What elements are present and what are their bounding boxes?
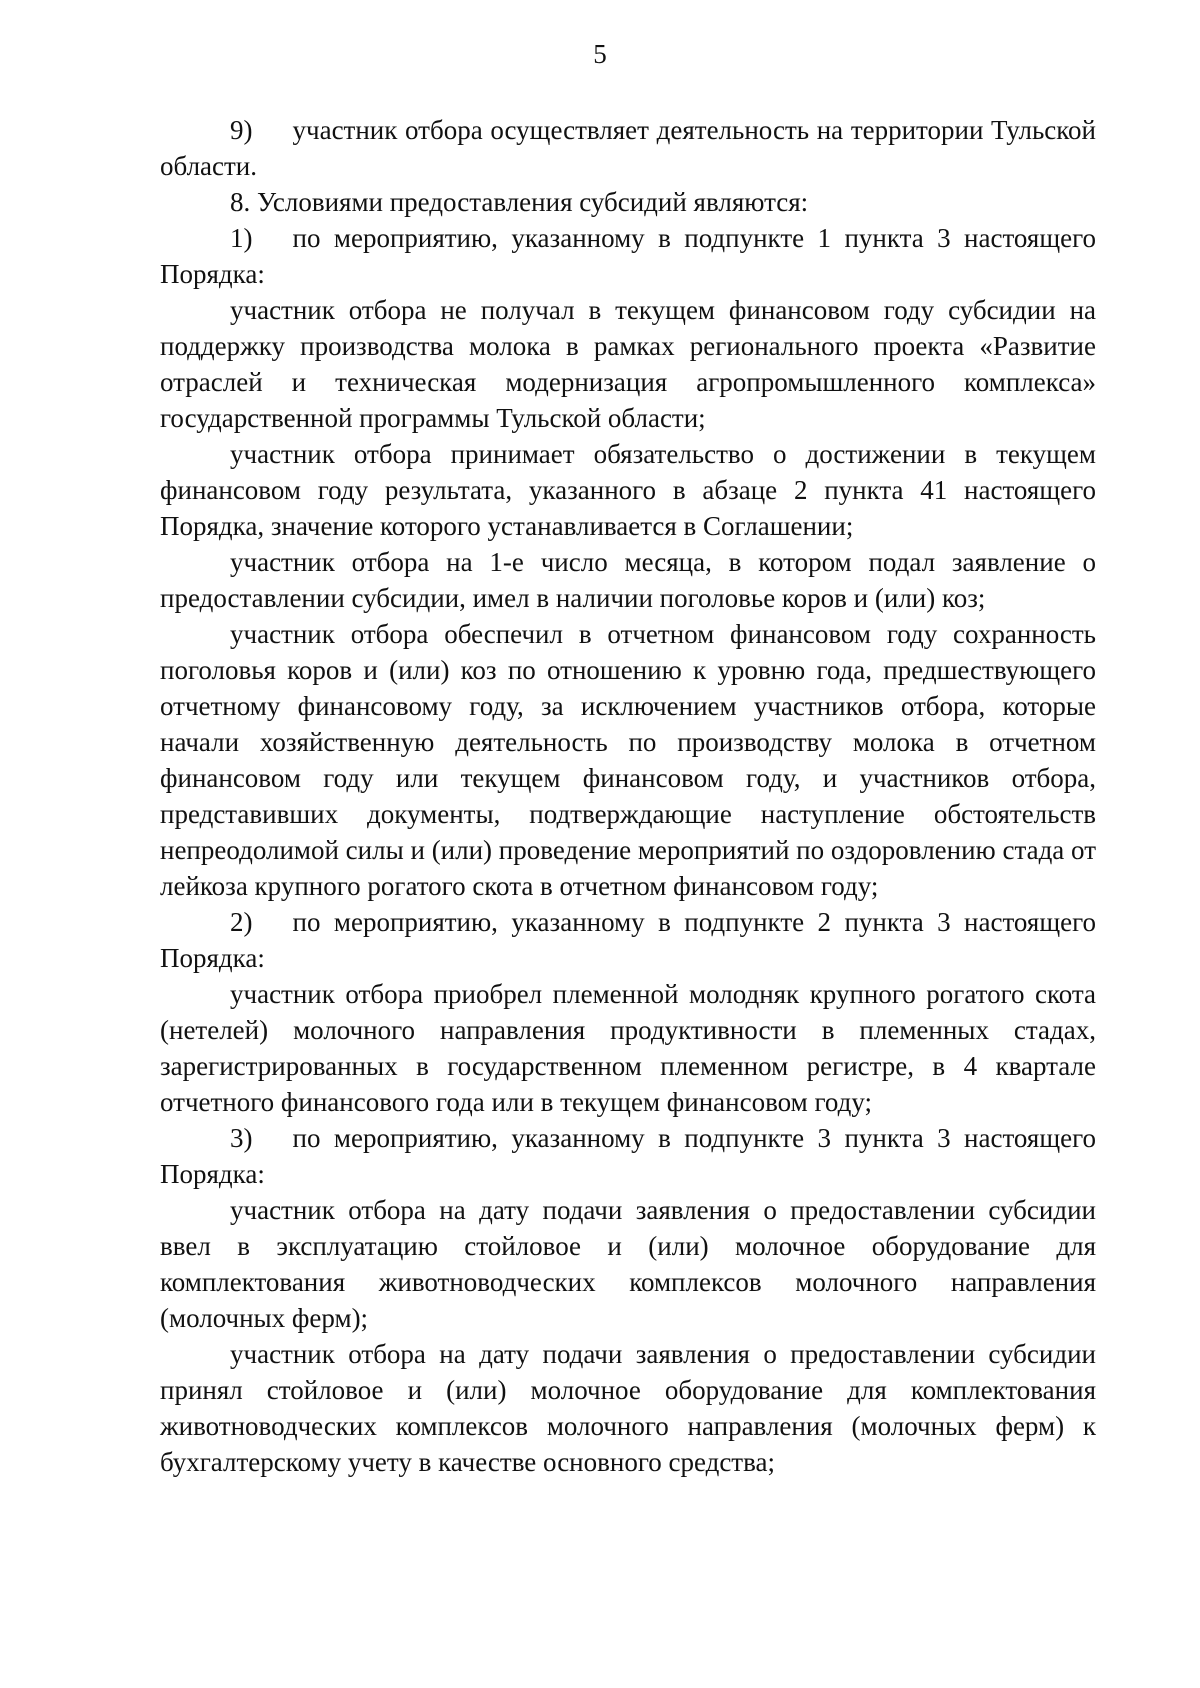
list-item-number: 2) [230,907,253,937]
page-number: 5 [593,39,607,69]
paragraph: участник отбора на 1-е число месяца, в котором подал заявление о предоставлении субсидии, имел в наличии поголовье коров и (или) коз; [160,547,1096,613]
list-item-text: участник отбора осуществляет деятельность на территории Тульской области. [160,115,1096,181]
paragraph: участник отбора на дату подачи заявления о предоставлении субсидии принял стойловое и (или) молочное оборудование для комплектования животноводческих комплексов молочного направления (молочных ферм) к бухгалтерскому учету в качестве основного средства; [160,1339,1096,1477]
paragraph: участник отбора на дату подачи заявления о предоставлении субсидии ввел в эксплуатацию стойловое и (или) молочное оборудование для комплектования животноводческих комплексов молочного направления (молочных ферм); [160,1195,1096,1333]
paragraph: участник отбора приобрел племенной молодняк крупного рогатого скота (нетелей) молочного направления продуктивности в племенных стадах, зарегистрированных в государственном племенном регистре, в 4 квартале отчетного финансового года или в текущем финансовом году; [160,979,1096,1117]
paragraph: участник отбора не получал в текущем финансовом году субсидии на поддержку производства молока в рамках регионального проекта «Развитие отраслей и техническая модернизация агропромышленного комплекса» государственной программы Тульской области; [160,295,1096,433]
paragraph: участник отбора обеспечил в отчетном финансовом году сохранность поголовья коров и (или) коз по отношению к уровню года, предшествующего отчетному финансовому году, за исключением участников отбора, которые начали хозяйственную деятельность по производству молока в отчетном финансовом году или текущем финансовом году, и участников отбора, представивших документы, подтверждающие наступление обстоятельств непреодолимой силы и (или) проведение мероприятий по оздоровлению стада от лейкоза крупного рогатого скота в отчетном финансовом году; [160,619,1096,901]
paragraph: 8. Условиями предоставления субсидий являются: [230,187,809,217]
list-item [160,1120,1096,1192]
document-body [160,112,1096,1480]
list-item-number: 3) [230,1123,253,1153]
list-item-text: по мероприятию, указанному в подпункте 1 пункта 3 настоящего Порядка: [160,223,1096,289]
list-item [160,220,1096,292]
list-item [160,904,1096,976]
paragraph: участник отбора принимает обязательство о достижении в текущем финансовом году результата, указанного в абзаце 2 пункта 41 настоящего Порядка, значение которого устанавливается в Соглашении; [160,439,1096,541]
list-item-text: по мероприятию, указанному в подпункте 2 пункта 3 настоящего Порядка: [160,907,1096,973]
list-item [160,112,1096,184]
list-item-text: по мероприятию, указанному в подпункте 3 пункта 3 настоящего Порядка: [160,1123,1096,1189]
list-item-number: 1) [230,223,253,253]
list-item-number: 9) [230,115,253,145]
